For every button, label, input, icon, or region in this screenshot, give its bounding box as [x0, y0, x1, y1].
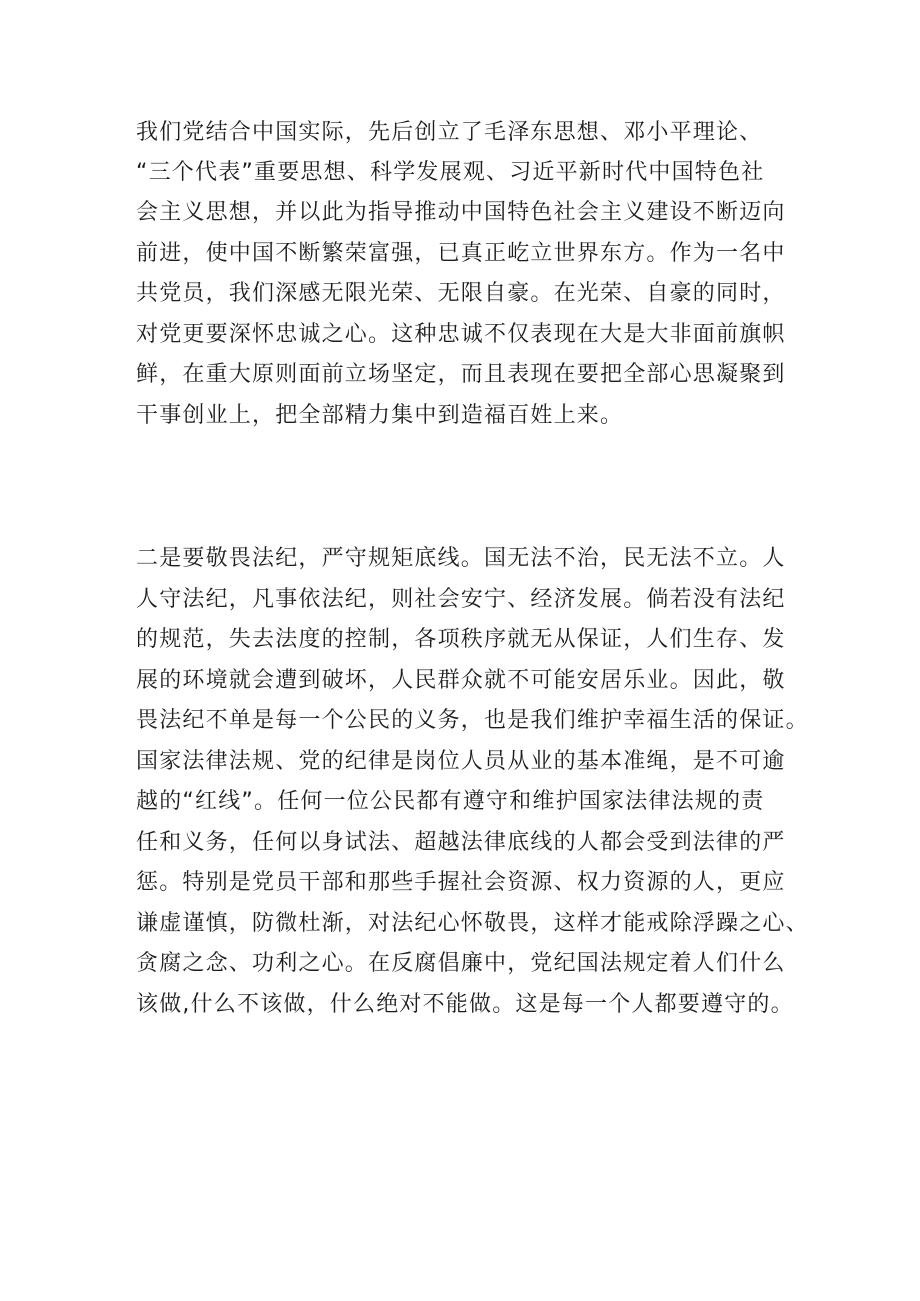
paragraph-line: 鲜，在重大原则面前立场坚定，而且表现在要把全部心思凝聚到: [136, 362, 786, 387]
paragraph-line: 共党员，我们深感无限光荣、无限自豪。在光荣、自豪的同时，: [136, 281, 786, 306]
paragraph-line: 我们党结合中国实际，先后创立了毛泽东思想、邓小平理论、: [136, 120, 763, 145]
paragraph-line: 展的环境就会遭到破坏，人民群众就不可能安居乐业。因此，敬: [136, 668, 786, 693]
paragraph-line: 会主义思想，并以此为指导推动中国特色社会主义建设不断迈向: [136, 200, 786, 225]
paragraph-line: 二是要敬畏法纪，严守规矩底线。国无法不治，民无法不立。人: [136, 546, 786, 571]
paragraph-line: 惩。特别是党员干部和那些手握社会资源、权力资源的人，更应: [136, 870, 786, 895]
paragraph-line: 贪腐之念、功利之心。在反腐倡廉中，党纪国法规定着人们什么: [136, 951, 786, 976]
paragraph-line: 国家法律法规、党的纪律是岗位人员从业的基本准绳，是不可逾: [136, 749, 786, 774]
paragraph-line: 任和义务，任何以身试法、超越法律底线的人都会受到法律的严: [136, 830, 786, 855]
paragraph-line: 谦虚谨慎，防微杜渐，对法纪心怀敬畏，这样才能戒除浮躁之心、: [136, 911, 809, 936]
paragraph-line: 干事创业上，把全部精力集中到造福百姓上来。: [136, 403, 624, 428]
paragraph-line: 该做,什么不该做，什么绝对不能做。这是每一个人都要遵守的。: [136, 992, 794, 1017]
paragraph-line: 越的“红线”。任何一位公民都有遵守和维护国家法律法规的责: [136, 789, 765, 814]
paragraph-line: 畏法纪不单是每一个公民的义务，也是我们维护幸福生活的保证。: [136, 708, 809, 733]
paragraph-line: 前进，使中国不断繁荣富强，已真正屹立世界东方。作为一名中: [136, 241, 786, 266]
paragraph-line: 的规范，失去法度的控制，各项秩序就无从保证，人们生存、发: [136, 627, 786, 652]
paragraph-line: 人守法纪，凡事依法纪，则社会安宁、经济发展。倘若没有法纪: [136, 587, 786, 612]
paragraph-line: 对党更要深怀忠诚之心。这种忠诚不仅表现在大是大非面前旗帜: [136, 322, 786, 347]
paragraph-line: “三个代表”重要思想、科学发展观、习近平新时代中国特色社: [136, 160, 765, 185]
